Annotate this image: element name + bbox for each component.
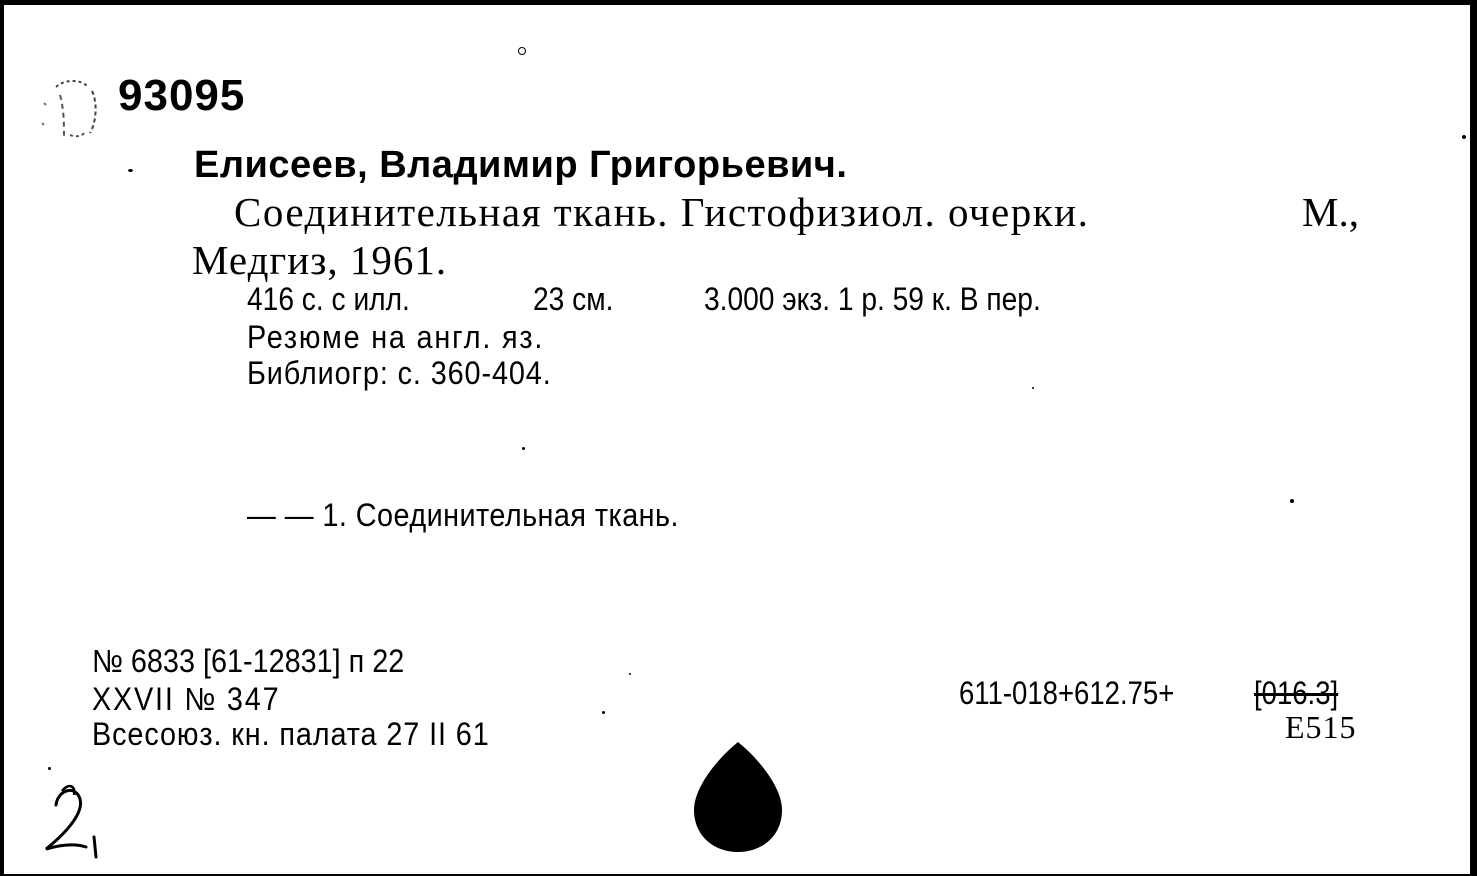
author-sign: Е515 (1285, 709, 1357, 745)
punch-hole-icon (688, 740, 788, 855)
author-heading: Елисеев, Владимир Григорьевич. (194, 144, 848, 186)
speck (1290, 499, 1294, 503)
publisher-year: Медгиз, 1961. (192, 237, 448, 283)
subject-heading: — — 1. Соединительная ткань. (247, 497, 679, 533)
speck (518, 47, 526, 55)
speck (1032, 387, 1034, 389)
speck (602, 711, 605, 714)
edition-price: 3.000 экз. 1 р. 59 к. В пер. (704, 281, 1041, 317)
publication-place: М., (1302, 189, 1359, 235)
registration-chamber: Всесоюз. кн. палата 27 II 61 (92, 716, 490, 752)
udc-struck-code: [016.3] (1254, 675, 1339, 711)
speck (1462, 135, 1466, 139)
udc-classification: 611-018+612.75+ (959, 675, 1175, 711)
summary-note: Резюме на англ. яз. (247, 319, 545, 355)
speck (48, 767, 51, 770)
registration-volume: XXVII № 347 (92, 681, 281, 717)
speck (128, 169, 133, 172)
stamp-mark-icon (34, 73, 109, 148)
bibliography-note: Библиогр: с. 360-404. (247, 355, 552, 391)
speck (522, 447, 525, 450)
accession-number: 93095 (118, 71, 246, 120)
handwritten-mark (34, 777, 114, 867)
book-size: 23 см. (533, 281, 614, 317)
book-title: Соединительная ткань. Гистофизиол. очерки. (234, 189, 1090, 235)
speck (629, 673, 631, 675)
pagination: 416 с. с илл. (247, 281, 410, 317)
registration-number: № 6833 [61-12831] п 22 (92, 643, 405, 679)
